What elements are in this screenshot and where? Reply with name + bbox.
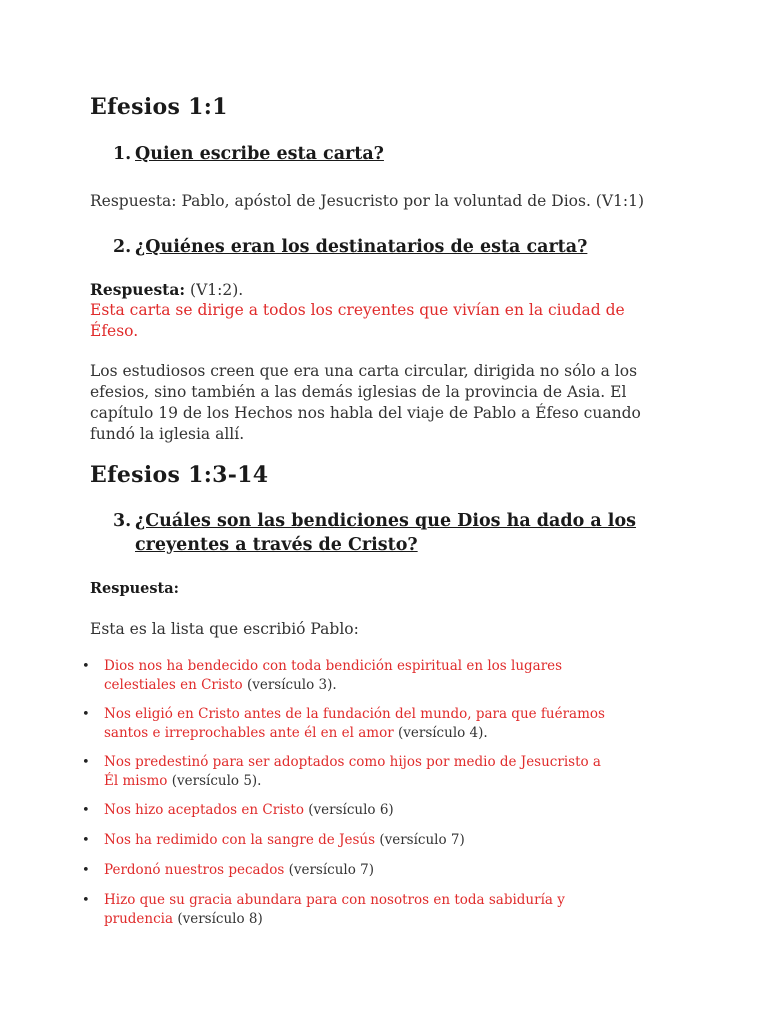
list-item: [82, 801, 664, 820]
list-item-red-line-2: Él mismo: [104, 772, 168, 789]
list-item-reference: (versículo 7): [375, 832, 465, 848]
question-3-text-line-1: ¿Cuáles son las bendiciones que Dios ha dado a los: [135, 511, 636, 531]
answer-3-label: Respuesta:: [90, 580, 179, 597]
list-item-red-line-1: Dios nos ha bendecido con toda bendición espiritual en los lugares: [104, 658, 563, 674]
list-item: [82, 657, 664, 694]
bullet-icon: •: [82, 707, 90, 722]
answer-2-paragraph-line-2: efesios, sino también a las demás iglesias de la provincia de Asia. El: [90, 383, 627, 401]
list-item-reference: (versículo 7): [284, 862, 375, 878]
list-item-reference: (versículo 6): [303, 802, 394, 818]
list-item-red-text: Nos ha redimido con la sangre de Jesús: [104, 832, 376, 848]
list-item-red-line-2: celestiales en Cristo: [104, 676, 243, 693]
bullet-icon: •: [82, 893, 90, 908]
answer-2-red-line-1: Esta carta se dirige a todos los creyentes que vivían en la ciudad de: [90, 301, 625, 319]
question-1-text: Quien escribe esta carta?: [135, 144, 384, 164]
question-3-number: 3.: [113, 511, 132, 531]
question-3-text-line-2: creyentes a través de Cristo?: [135, 535, 418, 555]
question-1-number: 1.: [113, 144, 132, 164]
answer-1: Respuesta: Pablo, apóstol de Jesucristo por la voluntad de Dios. (V1:1): [90, 192, 645, 210]
list-item: [82, 891, 664, 928]
answer-2-red-line-2: Éfeso.: [90, 322, 139, 340]
bullet-icon: •: [82, 833, 90, 848]
answer-2-paragraph-line-4: fundó la iglesia allí.: [90, 425, 245, 443]
list-item-red-line-1: Nos predestinó para ser adoptados como hijos por medio de Jesucristo a: [104, 754, 601, 770]
question-3: [113, 509, 733, 559]
list-item-reference: (versículo 8): [173, 910, 263, 927]
bullet-icon: •: [82, 755, 90, 770]
list-item: [82, 705, 664, 742]
bullet-icon: •: [82, 803, 90, 818]
blessings-list: [82, 657, 664, 928]
question-2-text: ¿Quiénes eran los destinatarios de esta carta?: [135, 237, 588, 257]
list-item-reference: (versículo 5).: [167, 772, 262, 789]
list-item: [82, 831, 664, 850]
question-1: [113, 142, 713, 166]
section-heading-efesios-1-3-14: Efesios 1:3-14: [90, 462, 269, 488]
bullet-icon: •: [82, 863, 90, 878]
answer-2-reference: (V1:2).: [185, 281, 244, 299]
answer-3-intro: Esta es la lista que escribió Pablo:: [90, 620, 359, 638]
answer-2-label-line: [90, 279, 243, 301]
list-item: [82, 753, 664, 790]
list-item-red-line-1: Nos eligió en Cristo antes de la fundación del mundo, para que fuéramos: [104, 706, 605, 722]
list-item-red-text: Perdonó nuestros pecados: [104, 862, 285, 878]
bullet-icon: •: [82, 659, 90, 674]
answer-2-paragraph-line-1: Los estudiosos creen que era una carta circular, dirigida no sólo a los: [90, 362, 638, 380]
list-item: [82, 861, 664, 880]
list-item-red-line-2: prudencia: [104, 910, 174, 927]
list-item-red-text: Nos hizo aceptados en Cristo: [104, 802, 304, 818]
list-item-reference: (versículo 3).: [242, 676, 337, 693]
question-2: [113, 235, 753, 259]
list-item-reference: (versículo 4).: [393, 724, 488, 741]
list-item-red-line-2: santos e irreprochables ante él en el amor: [104, 724, 394, 741]
answer-2-label: Respuesta:: [90, 280, 186, 299]
list-item-red-line-1: Hizo que su gracia abundara para con nosotros en toda sabiduría y: [104, 892, 565, 908]
section-heading-efesios-1-1: Efesios 1:1: [90, 94, 228, 120]
answer-2-paragraph-line-3: capítulo 19 de los Hechos nos habla del viaje de Pablo a Éfeso cuando: [90, 404, 641, 422]
question-2-number: 2.: [113, 237, 132, 257]
